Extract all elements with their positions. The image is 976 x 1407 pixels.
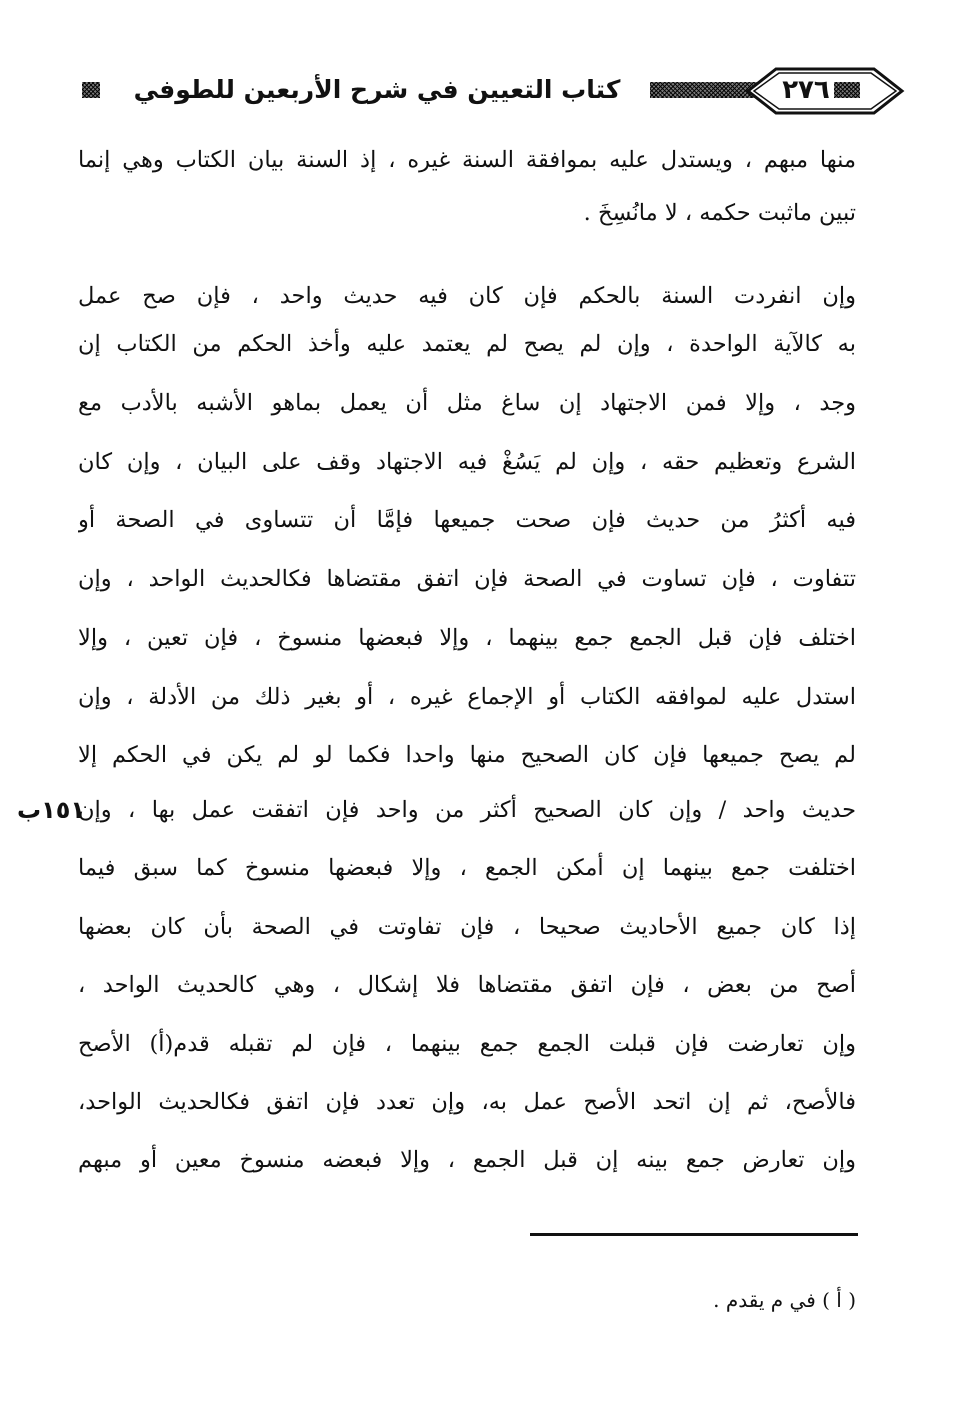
running-title: كتاب التعيين في شرح الأربعين للطوفي xyxy=(133,75,621,104)
text-line: وإن انفردت السنة بالحكم فإن كان فيه حديث واحد ، فإن صح عمل xyxy=(78,283,856,309)
text-line: تبين ماثبت حكمه ، لا مانُسِخَ . xyxy=(583,200,856,226)
footnote: ( أ ) في م يقدم . xyxy=(713,1288,856,1312)
page-header xyxy=(72,62,860,118)
page-number: ٢٧٦ xyxy=(782,75,830,105)
text-line: تتفاوت ، فإن تساوت في الصحة فإن اتفق مقتضاها فكالحديث الواحد ، وإن xyxy=(78,566,856,592)
text-line: وإن تعارض جمع بينه إن قبل الجمع ، وإلا فبعضه منسوخ معين أو مبهم xyxy=(78,1147,856,1173)
text-line: استدل عليه لموافقه الكتاب أو الإجماع غيره ، أو بغير ذلك من الأدلة ، وإن xyxy=(78,684,856,710)
text-line: إذا كان جميع الأحاديث صحيحا ، فإن تفاوتت في الصحة بأن كان بعضها xyxy=(78,914,856,940)
text-line: الشرع وتعظيم حقه ، وإن لم يَسُغْ فيه الاجتهاد وقف على البيان ، وإن كان xyxy=(78,449,856,475)
text-line: لم يصح جميعها فإن كان الصحيح منها واحدا فكما لو لم يكن في الحكم إلا xyxy=(78,742,856,768)
footnote-separator xyxy=(530,1233,858,1236)
text-line: به كالآية الواحدة ، وإن لم يصح لم يعتمد عليه وأخذ الحكم من الكتاب إن xyxy=(78,331,856,357)
text-line: اختلف فإن قبل الجمع جمع بينهما ، وإلا فبعضها منسوخ ، فإن تعين ، وإلا xyxy=(78,625,856,651)
manuscript-folio-marker: ١٥١ب xyxy=(16,796,86,824)
text-line: حديث واحد / وإن كان الصحيح أكثر من واحد فإن اتفقت عمل بها ، وإن xyxy=(78,797,856,823)
text-line: وجد ، وإلا فمن الاجتهاد إن ساغ مثل أن يعمل بماهو الأشبه بالأدب مع xyxy=(78,390,856,416)
text-line: فيه أكثرُ من حديث فإن صحت جميعها فإمَّا أن تتساوى في الصحة أو xyxy=(78,507,856,533)
header-ornament-right xyxy=(834,82,860,98)
text-line: وإن تعارضت فإن قبلت الجمع جمع بينهما ، فإن لم تقبله قدم(أ) الأصح xyxy=(78,1031,856,1057)
header-ornament-left xyxy=(82,82,100,98)
text-line: أصح من بعض ، فإن اتفق مقتضاها فلا إشكال ، وهي كالحديث الواحد ، xyxy=(78,972,856,998)
text-line: منها مبهم ، ويستدل عليه بموافقة السنة غيره ، إذ السنة بيان الكتاب وهي إنما xyxy=(78,147,856,173)
text-line: فالأصح، ثم إن اتحد الأصح عمل به، وإن تعدد فإن اتفق فكالحديث الواحد، xyxy=(78,1089,856,1115)
text-line: اختلفت جمع بينهما إن أمكن الجمع ، وإلا فبعضها منسوخ كما سبق فيما xyxy=(78,855,856,881)
